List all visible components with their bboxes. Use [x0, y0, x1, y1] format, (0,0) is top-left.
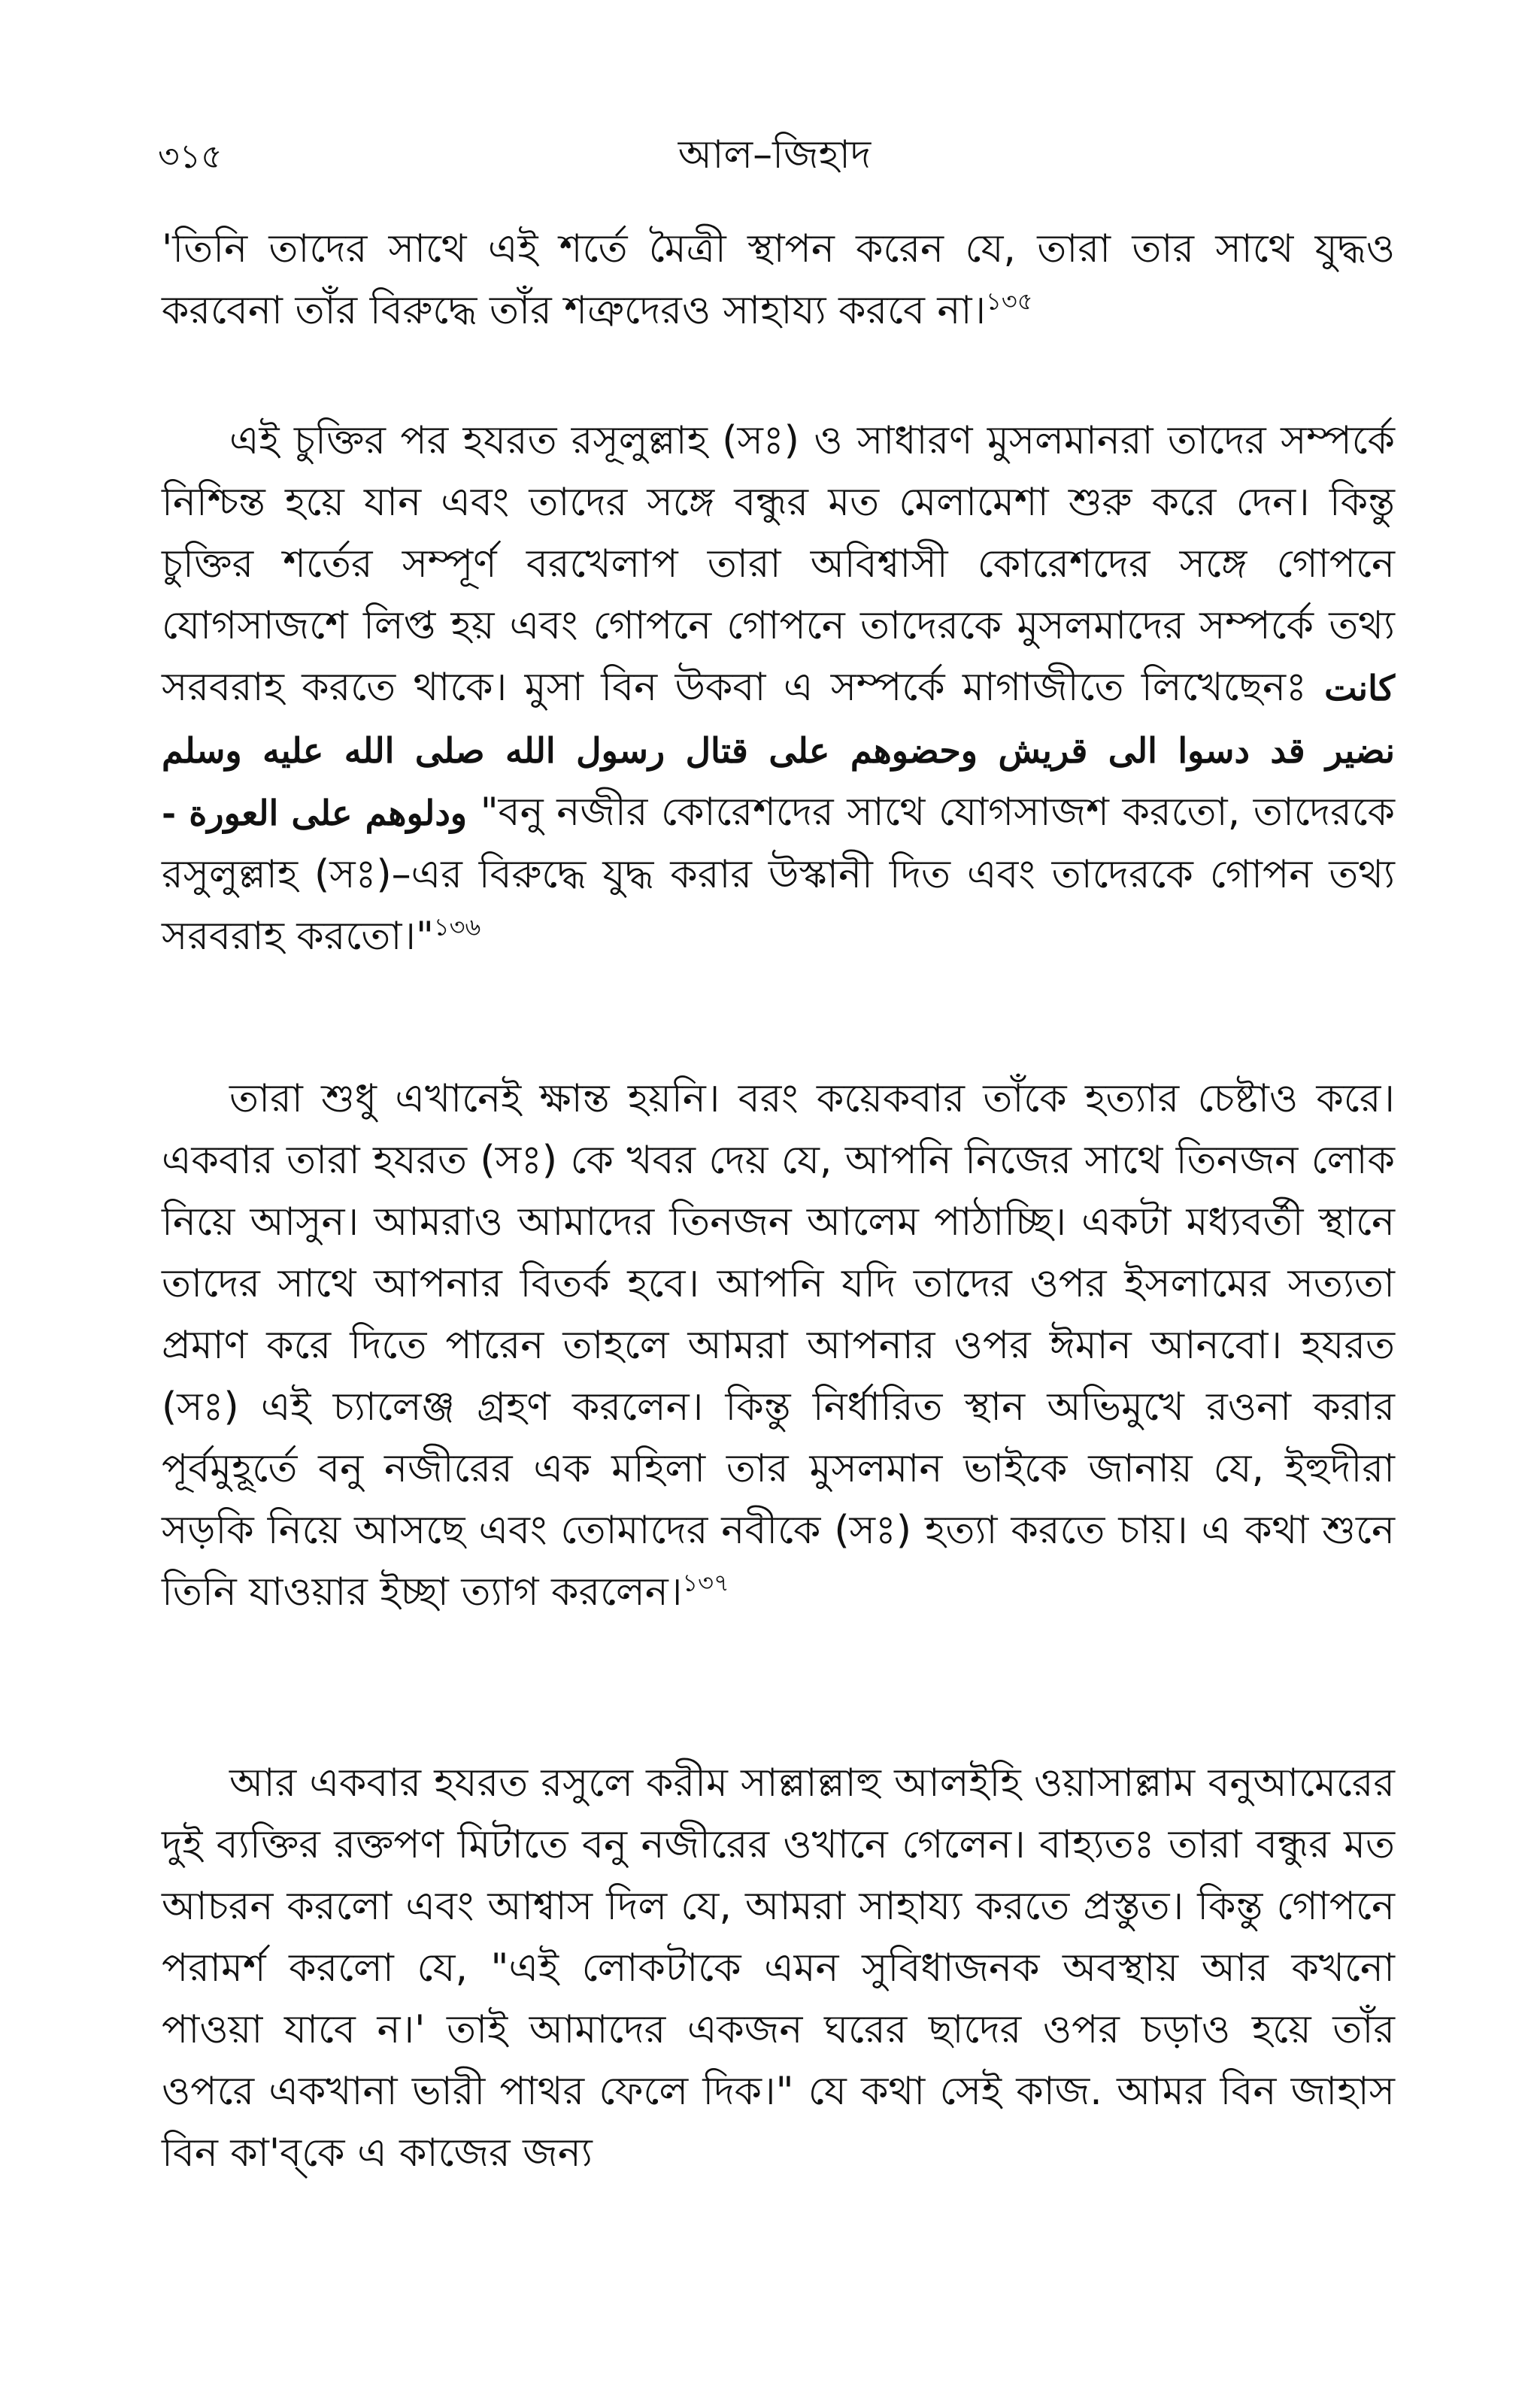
paragraph-3	[162, 1068, 1395, 1623]
quotation-translation: "বনু নজীর কোরেশদের সাথে যোগসাজশ করতো, তাদেরকে রসুলুল্লাহ (সঃ)–এর বিরুদ্ধে যুদ্ধ করার উস্কানী দিত এবং তাদেরকে গোপন তথ্য সরবরাহ করতো।"	[162, 790, 1395, 959]
paragraph-1	[162, 218, 1395, 341]
paragraph-text: তারা শুধু এখানেই ক্ষান্ত হয়নি। বরং কয়েকবার তাঁকে হত্যার চেষ্টাও করে। একবার তারা হযরত (সঃ) কে খবর দেয় যে, আপনি নিজের সাথে তিনজন লোক নিয়ে আসুন। আমরাও আমাদের তিনজন আলেম পাঠাচ্ছি। একটা মধ্যবর্তী স্থানে তাদের সাথে আপনার বিতর্ক হবে। আপনি যদি তাদের ওপর ইসলামের সত্যতা প্রমাণ করে দিতে পারেন তাহলে আমরা আপনার ওপর ঈমান আনবো। হযরত (সঃ) এই চ্যালেঞ্জ গ্রহণ করলেন। কিন্তু নির্ধারিত স্থান অভিমুখে রওনা করার পূর্বমুহূর্তে বনু নজীরের এক মহিলা তার মুসলমান ভাইকে জানায় যে, ইহুদীরা সড়কি নিয়ে আসছে এবং তোমাদের নবীকে (সঃ) হত্যা করতে চায়। এ কথা শুনে তিনি যাওয়ার ইচ্ছা ত্যাগ করলেন।	[162, 1076, 1395, 1615]
footnote-marker: ১৩৬	[433, 912, 481, 942]
footnote-marker: ১৩৭	[682, 1568, 729, 1597]
arabic-quotation: كانت نضير قد دسوا الى قريش وحضوهم على قتال رسول الله صلى الله عليه وسلم ودلوهم على العورة -	[162, 668, 1396, 833]
page-number: ৩১৫	[158, 138, 223, 176]
paragraph-text: 'তিনি তাদের সাথে এই শর্তে মৈত্রী স্থাপন করেন যে, তারা তার সাথে যুদ্ধও করবেনা তাঁর বিরুদ্ধে তাঁর শত্রুদেরও সাহায্য করবে না।	[162, 226, 1395, 333]
footnote-marker: ১৩৫	[986, 287, 1033, 316]
running-title: আল–জিহাদ	[678, 132, 872, 177]
paragraph-2	[162, 410, 1395, 967]
paragraph-4	[162, 1752, 1395, 2184]
page-header	[158, 124, 1391, 184]
paragraph-text: এই চুক্তির পর হযরত রসূলুল্লাহ (সঃ) ও সাধারণ মুসলমানরা তাদের সম্পর্কে নিশ্চিন্ত হয়ে যান এবং তাদের সঙ্গে বন্ধুর মত মেলামেশা শুরু করে দেন। কিন্তু চুক্তির শর্তের সম্পূর্ণ বরখেলাপ তারা অবিশ্বাসী কোরেশদের সঙ্গে গোপনে যোগসাজশে লিপ্ত হয় এবং গোপনে গোপনে তাদেরকে মুসলমাদের সম্পর্কে তথ্য সরবরাহ করতে থাকে। মুসা বিন উকবা এ সম্পর্কে মাগাজীতে লিখেছেনঃ	[162, 418, 1395, 710]
paragraph-text: আর একবার হযরত রসুলে করীম সাল্লাল্লাহু আলইহি ওয়াসাল্লাম বনুআমেরের দুই ব্যক্তির রক্তপণ মিটাতে বনু নজীরের ওখানে গেলেন। বাহ্যতঃ তারা বন্ধুর মত আচরন করলো এবং আশ্বাস দিল যে, আমরা সাহায্য করতে প্রস্তুত। কিন্তু গোপনে পরামর্শ করলো যে, "এই লোকটাকে এমন সুবিধাজনক অবস্থায় আর কখনো পাওয়া যাবে ন।' তাই আমাদের একজন ঘরের ছাদের ওপর চড়াও হয়ে তাঁর ওপরে একখানা ভারী পাথর ফেলে দিক।" যে কথা সেই কাজ. আমর বিন জাহাস বিন কা'ব্‌কে এ কাজের জন্য	[162, 1761, 1395, 2176]
